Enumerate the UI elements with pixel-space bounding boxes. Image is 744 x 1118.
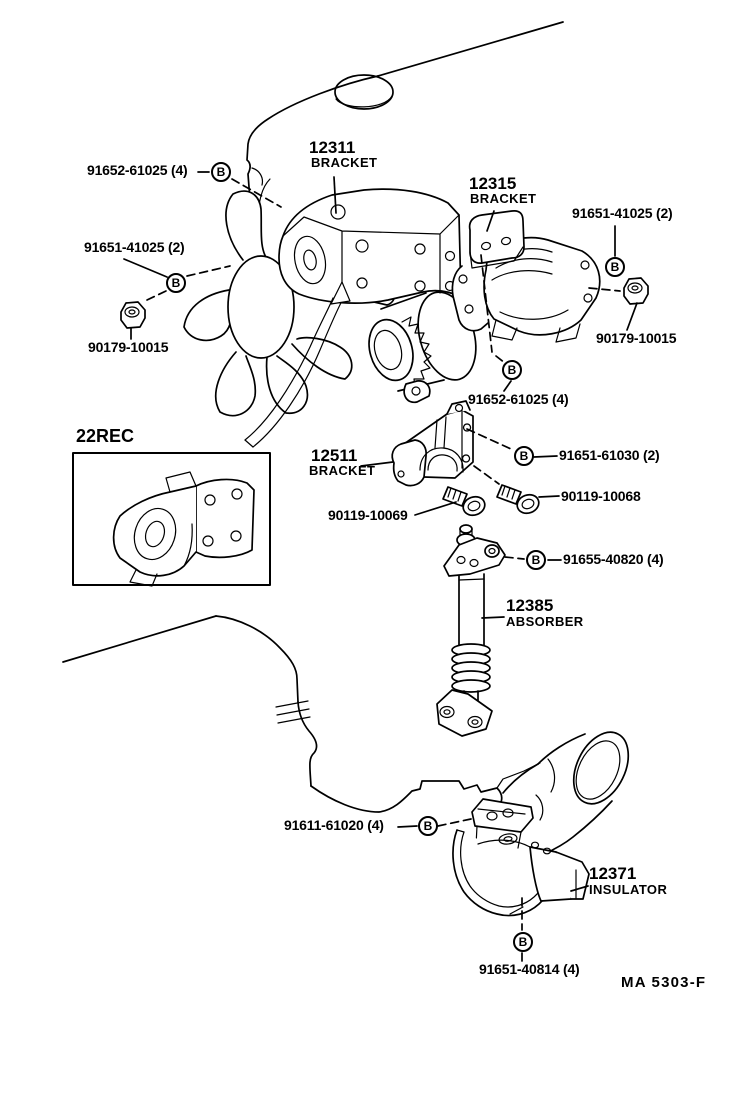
callout-91652-61025-top: 91652-61025 (4) <box>87 162 188 178</box>
callout-91651-61030: 91651-61030 (2) <box>559 447 660 463</box>
inset-variant-tag: 22REC <box>76 426 135 446</box>
part-number-12315: 12315 <box>469 174 517 193</box>
figure-code: MA 5303-F <box>621 974 707 991</box>
part-name-12315: BRACKET <box>470 191 537 206</box>
part-number-12311: 12311 <box>309 138 356 157</box>
callout-91611-61020: 91611-61020 (4) <box>284 817 384 833</box>
bolt-90119-10069-drawing <box>443 487 487 518</box>
absorber-12385-drawing <box>437 525 505 736</box>
insulator-12371-drawing <box>453 799 589 916</box>
part-name-12371: INSULATOR <box>589 882 668 897</box>
callout-91651-41025-right: 91651-41025 (2) <box>572 205 673 221</box>
inset-22rec-drawing <box>73 453 270 586</box>
part-number-12511: 12511 <box>311 446 358 465</box>
part-name-12511: BRACKET <box>309 463 376 478</box>
bolt-90119-10068-drawing <box>497 485 541 516</box>
callout-91651-41025-left: 91651-41025 (2) <box>84 239 185 255</box>
part-name-12311: BRACKET <box>311 155 378 170</box>
callout-90179-10015-left: 90179-10015 <box>88 339 169 355</box>
fastener-b-marker: B <box>418 816 438 836</box>
fastener-b-marker: B <box>605 257 625 277</box>
callout-91655-40820: 91655-40820 (4) <box>563 551 664 567</box>
part-number-12371: 12371 <box>589 864 637 883</box>
callout-90119-10068: 90119-10068 <box>561 488 641 504</box>
nut-90179-right-drawing <box>624 278 648 304</box>
bracket-12511-drawing <box>392 401 473 486</box>
part-name-12385: ABSORBER <box>506 614 584 629</box>
fastener-b-marker: B <box>166 273 186 293</box>
callout-91652-61025-mid: 91652-61025 (4) <box>468 391 569 407</box>
callout-91651-40814: 91651-40814 (4) <box>479 961 580 977</box>
part-number-12385: 12385 <box>506 596 554 615</box>
fastener-b-marker: B <box>502 360 522 380</box>
bracket-12311-drawing <box>279 189 461 303</box>
tail-housing-drawing <box>503 723 639 854</box>
nut-90179-left-drawing <box>121 302 145 328</box>
bracket-12315-drawing <box>452 211 599 342</box>
fastener-b-marker: B <box>514 446 534 466</box>
fastener-b-marker: B <box>526 550 546 570</box>
callout-90179-10015-right: 90179-10015 <box>596 330 677 346</box>
fastener-b-marker: B <box>211 162 231 182</box>
callout-90119-10069: 90119-10069 <box>328 507 408 523</box>
fastener-b-marker: B <box>513 932 533 952</box>
